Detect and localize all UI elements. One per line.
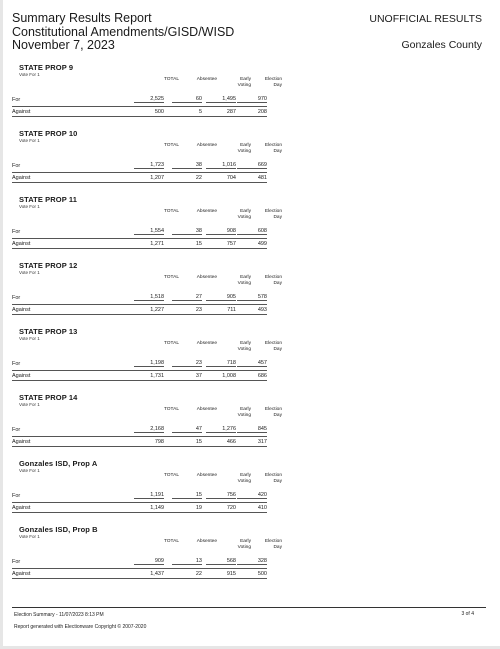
contest-title: STATE PROP 13 (19, 327, 78, 336)
vote-for-note: Vote For 1 (19, 138, 40, 143)
result-row (12, 359, 267, 368)
contest-section (12, 195, 282, 261)
vote-for-note: Vote For 1 (19, 468, 40, 473)
election-day-votes: 493 (257, 307, 267, 313)
contest-section (12, 63, 282, 129)
early-votes: 287 (226, 109, 236, 115)
report-date: November 7, 2023 (12, 38, 115, 52)
contest-title: STATE PROP 9 (19, 63, 74, 72)
choice-label: Against (12, 373, 31, 379)
choice-label: Against (12, 439, 31, 445)
total-votes: 1,731 (150, 373, 164, 379)
total-votes: 798 (154, 439, 164, 445)
col-header-absentee: Absentee (196, 407, 217, 412)
choice-label: For (12, 427, 21, 433)
contest-title: STATE PROP 11 (19, 195, 77, 204)
total-votes: 1,227 (150, 307, 164, 313)
total-votes: 2,168 (134, 426, 164, 433)
vote-for-note: Vote For 1 (19, 402, 40, 407)
absentee-votes: 15 (172, 492, 202, 499)
total-votes: 1,518 (134, 294, 164, 301)
page-edge-shadow (0, 0, 3, 649)
early-votes: 905 (206, 294, 236, 301)
absentee-votes: 60 (172, 96, 202, 103)
report-title: Summary Results Report (12, 11, 152, 25)
total-votes: 1,149 (150, 505, 164, 511)
absentee-votes: 37 (195, 373, 202, 379)
contest-title: STATE PROP 14 (19, 393, 78, 402)
col-header-early-voting: Early Voting (237, 77, 251, 89)
choice-label: For (12, 295, 21, 301)
absentee-votes: 15 (195, 439, 202, 445)
absentee-votes: 19 (195, 505, 202, 511)
vote-for-note: Vote For 1 (19, 270, 40, 275)
election-day-votes: 686 (257, 373, 267, 379)
col-header-early-voting: Early Voting (237, 539, 251, 551)
choice-label: For (12, 361, 21, 367)
report-status-block (369, 13, 482, 51)
col-header-total: TOTAL (163, 77, 179, 82)
early-votes: 757 (226, 241, 236, 247)
election-day-votes: 669 (237, 162, 267, 169)
choice-label: For (12, 163, 21, 169)
result-row (12, 568, 267, 579)
absentee-votes: 15 (195, 241, 202, 247)
col-header-total: TOTAL (163, 539, 179, 544)
result-row (12, 557, 267, 566)
early-votes: 720 (226, 505, 236, 511)
result-row (12, 293, 267, 302)
absentee-votes: 38 (172, 162, 202, 169)
result-row (12, 425, 267, 434)
contest-section (12, 327, 282, 393)
col-header-total: TOTAL (163, 275, 179, 280)
choice-label: Against (12, 241, 31, 247)
early-votes: 1,276 (206, 426, 236, 433)
absentee-votes: 5 (198, 109, 202, 115)
col-header-total: TOTAL (163, 143, 179, 148)
result-row (12, 106, 267, 117)
election-day-votes: 420 (237, 492, 267, 499)
result-row (12, 238, 267, 249)
total-votes: 2,525 (134, 96, 164, 103)
result-row (12, 491, 267, 500)
col-header-total: TOTAL (163, 341, 179, 346)
col-header-election-day: Election Day (264, 473, 282, 485)
col-header-absentee: Absentee (196, 341, 217, 346)
page-number: 3 of 4 (461, 611, 474, 617)
early-votes: 756 (206, 492, 236, 499)
contest-title: Gonzales ISD, Prop A (19, 459, 98, 468)
unofficial-label: UNOFFICIAL RESULTS (369, 13, 482, 25)
total-votes: 1,437 (150, 571, 164, 577)
early-votes: 915 (226, 571, 236, 577)
result-row (12, 370, 267, 381)
vote-for-note: Vote For 1 (19, 534, 40, 539)
early-votes: 1,495 (206, 96, 236, 103)
absentee-votes: 23 (172, 360, 202, 367)
col-header-early-voting: Early Voting (237, 209, 251, 221)
col-header-election-day: Election Day (264, 209, 282, 221)
absentee-votes: 27 (172, 294, 202, 301)
col-header-election-day: Election Day (264, 539, 282, 551)
choice-label: For (12, 229, 21, 235)
election-day-votes: 410 (257, 505, 267, 511)
total-votes: 500 (154, 109, 164, 115)
choice-label: Against (12, 571, 31, 577)
result-row (12, 161, 267, 170)
footer-divider (12, 607, 486, 608)
absentee-votes: 38 (172, 228, 202, 235)
choice-label: Against (12, 307, 31, 313)
col-header-election-day: Election Day (264, 143, 282, 155)
col-header-total: TOTAL (163, 473, 179, 478)
col-header-early-voting: Early Voting (237, 473, 251, 485)
result-row (12, 436, 267, 447)
total-votes: 909 (134, 558, 164, 565)
early-votes: 718 (206, 360, 236, 367)
total-votes: 1,198 (134, 360, 164, 367)
col-header-early-voting: Early Voting (237, 143, 251, 155)
result-row (12, 95, 267, 104)
early-votes: 908 (206, 228, 236, 235)
choice-label: For (12, 559, 21, 565)
vote-for-note: Vote For 1 (19, 204, 40, 209)
col-header-early-voting: Early Voting (237, 275, 251, 287)
col-header-absentee: Absentee (196, 473, 217, 478)
total-votes: 1,723 (134, 162, 164, 169)
col-header-election-day: Election Day (264, 341, 282, 353)
total-votes: 1,271 (150, 241, 164, 247)
col-header-absentee: Absentee (196, 275, 217, 280)
total-votes: 1,191 (134, 492, 164, 499)
early-votes: 711 (227, 307, 236, 313)
contest-section (12, 261, 282, 327)
total-votes: 1,554 (134, 228, 164, 235)
results-sections (12, 63, 282, 591)
election-day-votes: 578 (237, 294, 267, 301)
contest-title: Gonzales ISD, Prop B (19, 525, 98, 534)
choice-label: For (12, 97, 21, 103)
contest-title: STATE PROP 12 (19, 261, 78, 270)
col-header-election-day: Election Day (264, 275, 282, 287)
result-row (12, 304, 267, 315)
election-day-votes: 457 (237, 360, 267, 367)
election-day-votes: 500 (257, 571, 267, 577)
choice-label: For (12, 493, 21, 499)
contest-section (12, 459, 282, 525)
col-header-absentee: Absentee (196, 209, 217, 214)
col-header-election-day: Election Day (264, 407, 282, 419)
col-header-election-day: Election Day (264, 77, 282, 89)
contest-title: STATE PROP 10 (19, 129, 78, 138)
col-header-early-voting: Early Voting (237, 407, 251, 419)
election-day-votes: 328 (237, 558, 267, 565)
footer-copyright: Report generated with Electionware Copyright © 2007-2020 (14, 624, 147, 630)
absentee-votes: 13 (172, 558, 202, 565)
choice-label: Against (12, 109, 31, 115)
result-row (12, 227, 267, 236)
early-votes: 1,016 (206, 162, 236, 169)
election-day-votes: 845 (237, 426, 267, 433)
contest-section (12, 393, 282, 459)
county-name: Gonzales County (401, 39, 482, 51)
election-day-votes: 317 (257, 439, 267, 445)
col-header-absentee: Absentee (196, 77, 217, 82)
col-header-absentee: Absentee (196, 539, 217, 544)
election-day-votes: 481 (257, 175, 267, 181)
total-votes: 1,207 (150, 175, 164, 181)
early-votes: 1,008 (222, 373, 236, 379)
choice-label: Against (12, 505, 31, 511)
early-votes: 568 (206, 558, 236, 565)
absentee-votes: 22 (195, 175, 202, 181)
footer-election-summary: Election Summary - 11/07/2023 8:13 PM (14, 612, 104, 618)
result-row (12, 172, 267, 183)
col-header-total: TOTAL (163, 407, 179, 412)
col-header-absentee: Absentee (196, 143, 217, 148)
absentee-votes: 23 (195, 307, 202, 313)
early-votes: 704 (226, 175, 236, 181)
election-day-votes: 608 (237, 228, 267, 235)
col-header-total: TOTAL (163, 209, 179, 214)
report-header (12, 12, 312, 53)
report-subtitle: Constitutional Amendments/GISD/WISD (12, 24, 235, 39)
choice-label: Against (12, 175, 31, 181)
contest-section (12, 129, 282, 195)
election-day-votes: 970 (237, 96, 267, 103)
election-day-votes: 208 (257, 109, 267, 115)
election-day-votes: 499 (257, 241, 267, 247)
vote-for-note: Vote For 1 (19, 336, 40, 341)
vote-for-note: Vote For 1 (19, 72, 40, 77)
absentee-votes: 22 (195, 571, 202, 577)
contest-section (12, 525, 282, 591)
col-header-early-voting: Early Voting (237, 341, 251, 353)
absentee-votes: 47 (172, 426, 202, 433)
early-votes: 466 (226, 439, 236, 445)
result-row (12, 502, 267, 513)
